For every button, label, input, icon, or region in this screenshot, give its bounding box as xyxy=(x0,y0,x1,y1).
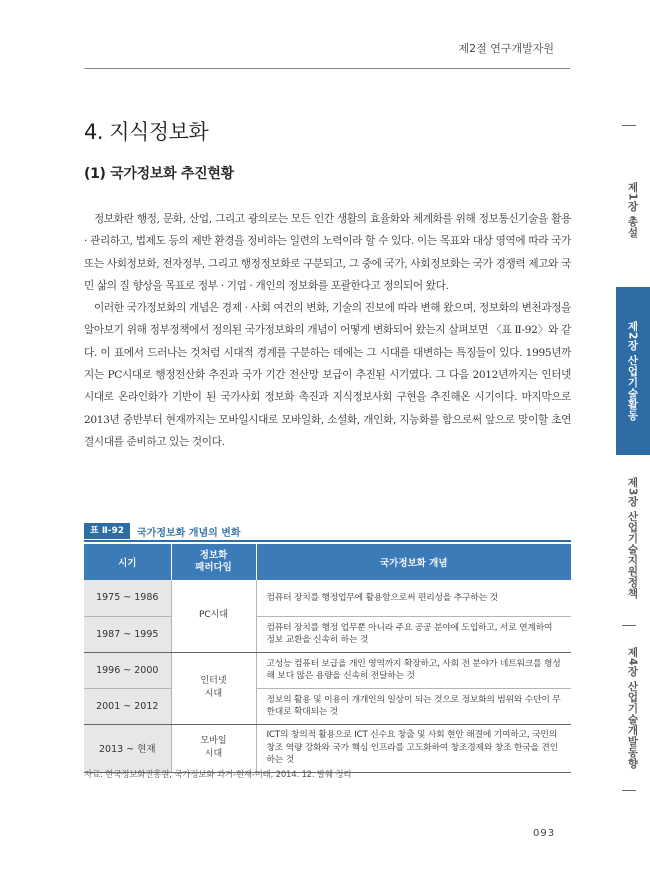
concept-cell: 컴퓨터 장치를 행정업무에 활용함으로써 편리성을 추구하는 것 xyxy=(256,580,571,616)
period-cell: 2013 ~ 현재 xyxy=(84,724,171,772)
side-tab-chapter-3[interactable] xyxy=(616,470,650,605)
header-paradigm: 정보화 패러다임 xyxy=(171,544,256,580)
side-tab-label: 제1장 총설 xyxy=(626,182,639,238)
page-number: 093 xyxy=(533,828,556,839)
side-divider xyxy=(622,625,636,626)
period-cell: 1987 ~ 1995 xyxy=(84,616,171,652)
section-subtitle: (1) 국가정보화 추진현황 xyxy=(84,166,234,182)
concept-cell: 정보의 활용 및 이용이 개개인의 일상이 되는 것으로 정보화의 범위와 수단이 무한대로 확대되는 것 xyxy=(256,688,571,724)
body-text xyxy=(84,208,571,453)
side-tab-chapter-1[interactable] xyxy=(616,165,650,255)
table-number-badge: 표 Ⅱ-92 xyxy=(84,523,130,539)
side-tab-label: 제3장 산업기술지원정책 xyxy=(626,476,639,599)
side-tab-chapter-2[interactable] xyxy=(616,287,650,455)
period-cell: 1975 ~ 1986 xyxy=(84,580,171,616)
paradigm-cell-mobile: 모바일 시대 xyxy=(171,724,256,772)
paradigm-cell-pc: PC시대 xyxy=(171,580,256,652)
header-concept: 국가정보화 개념 xyxy=(256,544,571,580)
concept-cell: 고성능 컴퓨터 보급을 개인 영역까지 확장하고, 사회 전 분야가 네트워크를 형성해 보다 많은 용량을 신속히 전달하는 것 xyxy=(256,652,571,688)
table-row xyxy=(84,652,571,688)
period-cell: 1996 ~ 2000 xyxy=(84,652,171,688)
table-row xyxy=(84,616,571,652)
table-caption xyxy=(84,523,241,539)
source-note: 자료: 한국정보화진흥원, 국가정보화 과거-현재-미래, 2014. 12. 발췌 정리 xyxy=(84,770,352,780)
paragraph-1: 정보화란 행정, 문화, 산업, 그리고 광의로는 모든 인간 생활의 효율화와 체계화를 위해 정보통신기술을 활용 · 관리하고, 법제도 등의 제반 환경을 정비하는 일련의 노력이라 할 수 있다. 이는 목표와 대상 영역에 따라 국가 또는 사회정보화, 전자정부, 그리고 행정정보화로 구분되고, 그 중에 국가, 사회정보화는 국가 경쟁력 제고와 국민 삶의 질 향상을 목표로 정부 · 기업 · 개인의 정보화를 포괄한다고 정의되어 왔다. xyxy=(84,213,571,292)
running-header: 제2절 연구개발자원 xyxy=(458,42,554,55)
page-title: 4. 지식정보화 xyxy=(84,120,209,144)
table-row xyxy=(84,688,571,724)
concept-cell: ICT의 창의적 활용으로 ICT 신수요 창출 및 사회 현안 해결에 기여하고, 국민의 창조 역량 강화와 국가 핵심 인프라를 고도화하여 창조경제와 창조 한국을 견인하는 것 xyxy=(256,724,571,772)
side-divider xyxy=(622,125,636,126)
table-row xyxy=(84,724,571,772)
paradigm-cell-internet: 인터넷 시대 xyxy=(171,652,256,724)
concept-table xyxy=(84,544,571,773)
header-rule xyxy=(84,68,570,69)
paragraph-2: 이러한 국가정보화의 개념은 경제 · 사회 여건의 변화, 기술의 진보에 따라 변해 왔으며, 정보화의 변천과정을 알아보기 위해 정부정책에서 정의된 국가정보화의 개념이 어떻게 변화되어 왔는지 살펴보면 〈표 Ⅱ-92〉와 같다. 이 표에서 드러나는 것처럼 시대적 경계를 구분하는 데에는 그 시대를 대변하는 특징들이 있다. 1995년까지는 PC시대로 행정전산화 추진과 국가 기간 전산망 보급이 추진된 시기였다. 그 다음 2012년까지는 인터넷 시대로 온라인화가 기반이 된 국가사회 정보화 촉진과 지식정보사회 구현을 추진해온 시기이다. 마지막으로 2013년 중반부터 현재까지는 모바일시대로 모바일화, 소셜화, 개인화, 지능화를 함으로써 앞으로 맞이할 초연결시대를 준비하고 있는 것이다. xyxy=(84,302,571,448)
concept-cell: 컴퓨터 장치를 행정 업무뿐 아니라 주요 공공 분야에 도입하고, 서로 연계하여 정보 교환을 신속히 하는 것 xyxy=(256,616,571,652)
side-tab-label: 제4장 산업기술개발동향 xyxy=(626,646,639,769)
side-divider xyxy=(622,790,636,791)
header-period: 시기 xyxy=(84,544,171,580)
period-cell: 2001 ~ 2012 xyxy=(84,688,171,724)
table-header-row xyxy=(84,544,571,580)
table-row xyxy=(84,580,571,616)
side-tab-label: 제2장 산업기술활동 xyxy=(626,321,639,421)
side-tab-chapter-4[interactable] xyxy=(616,640,650,775)
table-top-rule xyxy=(84,540,571,542)
table-title: 국가정보화 개념의 변화 xyxy=(137,527,241,539)
